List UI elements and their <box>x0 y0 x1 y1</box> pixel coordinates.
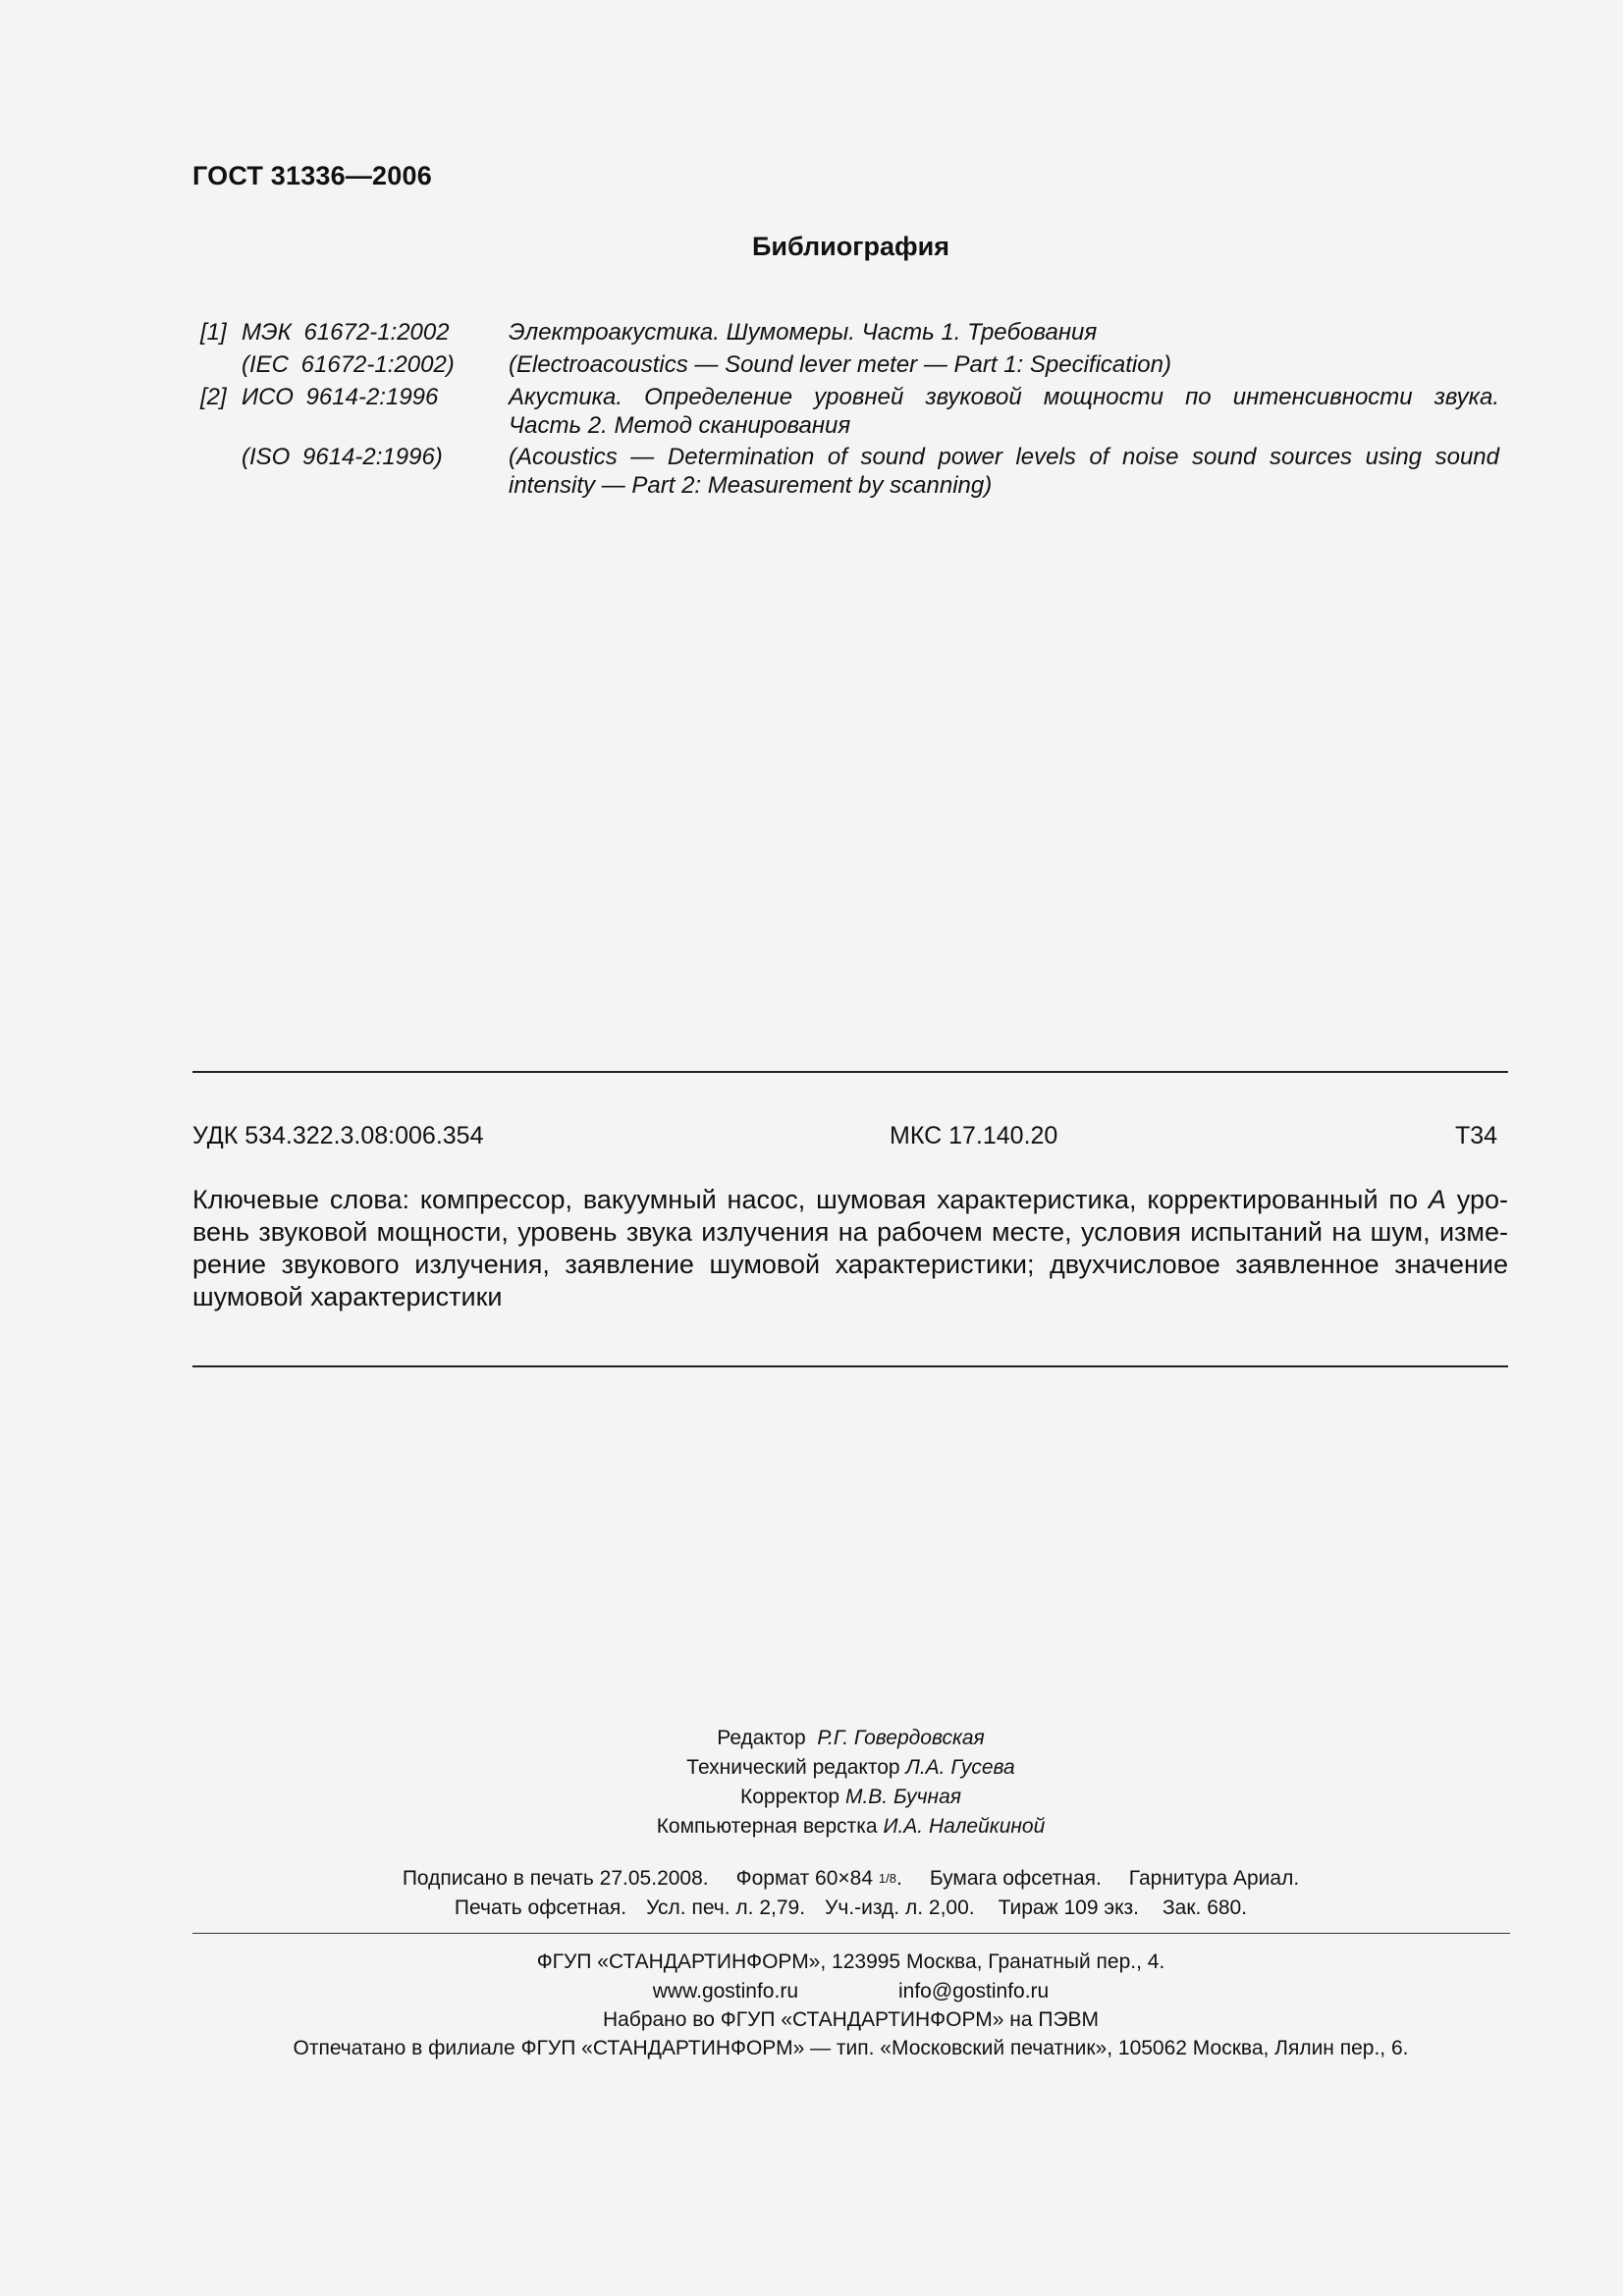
credit-layout: Компьютерная верстка И.А. Налейкиной <box>656 1815 1046 1838</box>
bib-entry-1-alt-code: (IEC 61672-1:2002) <box>242 351 455 378</box>
bib-entry-2-alt-title-line2: intensity — Part 2: Measurement by scanning) <box>509 472 993 499</box>
format-fraction: 1/8 <box>878 1871 896 1887</box>
divider-middle <box>192 1365 1508 1367</box>
bib-entry-2-number: [2] <box>200 384 227 410</box>
publisher-email[interactable]: info@gostinfo.ru <box>898 1980 1050 2002</box>
bib-entry-2-alt-title-line1: (Acoustics — Determination of sound power levels of noise sound sources using sound <box>509 444 1499 470</box>
bib-entry-2-alt-code: (ISO 9614-2:1996) <box>242 444 443 470</box>
keywords-line-2: вень звуковой мощности, уровень звука излучения на рабочем месте, условия испытаний на шум, изме- <box>192 1217 1508 1247</box>
bib-entry-2-title-line2: Часть 2. Метод сканирования <box>509 412 851 439</box>
publisher-contacts <box>0 1977 1623 2006</box>
credits-block <box>0 1724 1623 1842</box>
keywords-line-4: шумовой характеристики <box>192 1282 503 1311</box>
keywords-line-1: Ключевые слова: компрессор, вакуумный насос, шумовая характеристика, корректированный по A уро- <box>192 1185 1508 1214</box>
publisher-website[interactable]: www.gostinfo.ru <box>652 1980 798 2002</box>
bib-entry-1-title: Электроакустика. Шумомеры. Часть 1. Требования <box>509 319 1098 346</box>
document-header: ГОСТ 31336—2006 <box>192 161 432 190</box>
divider-top <box>192 1071 1508 1073</box>
keywords-line-3: рение звукового излучения, заявление шумовой характеристики; двухчисловое заявленное значение <box>192 1250 1508 1279</box>
classification-code: Т34 <box>1455 1122 1498 1149</box>
credit-editor: Редактор Р.Г. Говердовская <box>717 1727 985 1749</box>
bibliography-title: Библиография <box>752 232 949 261</box>
bib-entry-1-code: МЭК 61672-1:2002 <box>242 319 450 346</box>
print-info-line-2: Печать офсетная. Усл. печ. л. 2,79. Уч.-изд. л. 2,00. Тираж 109 экз. Зак. 680. <box>454 1896 1248 1919</box>
credit-tech-editor: Технический редактор Л.А. Гусева <box>686 1756 1015 1779</box>
divider-bottom <box>192 1933 1510 1934</box>
bib-entry-1-alt-title: (Electroacoustics — Sound lever meter — Part 1: Specification) <box>509 351 1171 378</box>
keywords-paragraph <box>192 1184 1508 1313</box>
bib-entry-2-title-line1: Акустика. Определение уровней звуковой мощности по интенсивности звука. <box>509 384 1499 410</box>
mks-code: МКС 17.140.20 <box>890 1122 1058 1149</box>
bib-entry-2-code: ИСО 9614-2:1996 <box>242 384 439 410</box>
credit-proofreader: Корректор М.В. Бучная <box>739 1786 961 1808</box>
typeset-note: Набрано во ФГУП «СТАНДАРТИНФОРМ» на ПЭВМ <box>602 2008 1100 2031</box>
publisher-address: ФГУП «СТАНДАРТИНФОРМ», 123995 Москва, Гранатный пер., 4. <box>536 1950 1165 1973</box>
print-info-line-1: Подписано в печать 27.05.2008. Формат 60×84 1/8. Бумага офсетная. Гарнитура Ариал. <box>402 1867 1300 1890</box>
printed-note: Отпечатано в филиале ФГУП «СТАНДАРТИНФОРМ» — тип. «Московский печатник», 105062 Москва, Лялин пер., 6. <box>293 2037 1409 2059</box>
bib-entry-1-number: [1] <box>200 319 227 346</box>
udk-code: УДК 534.322.3.08:006.354 <box>192 1122 484 1149</box>
